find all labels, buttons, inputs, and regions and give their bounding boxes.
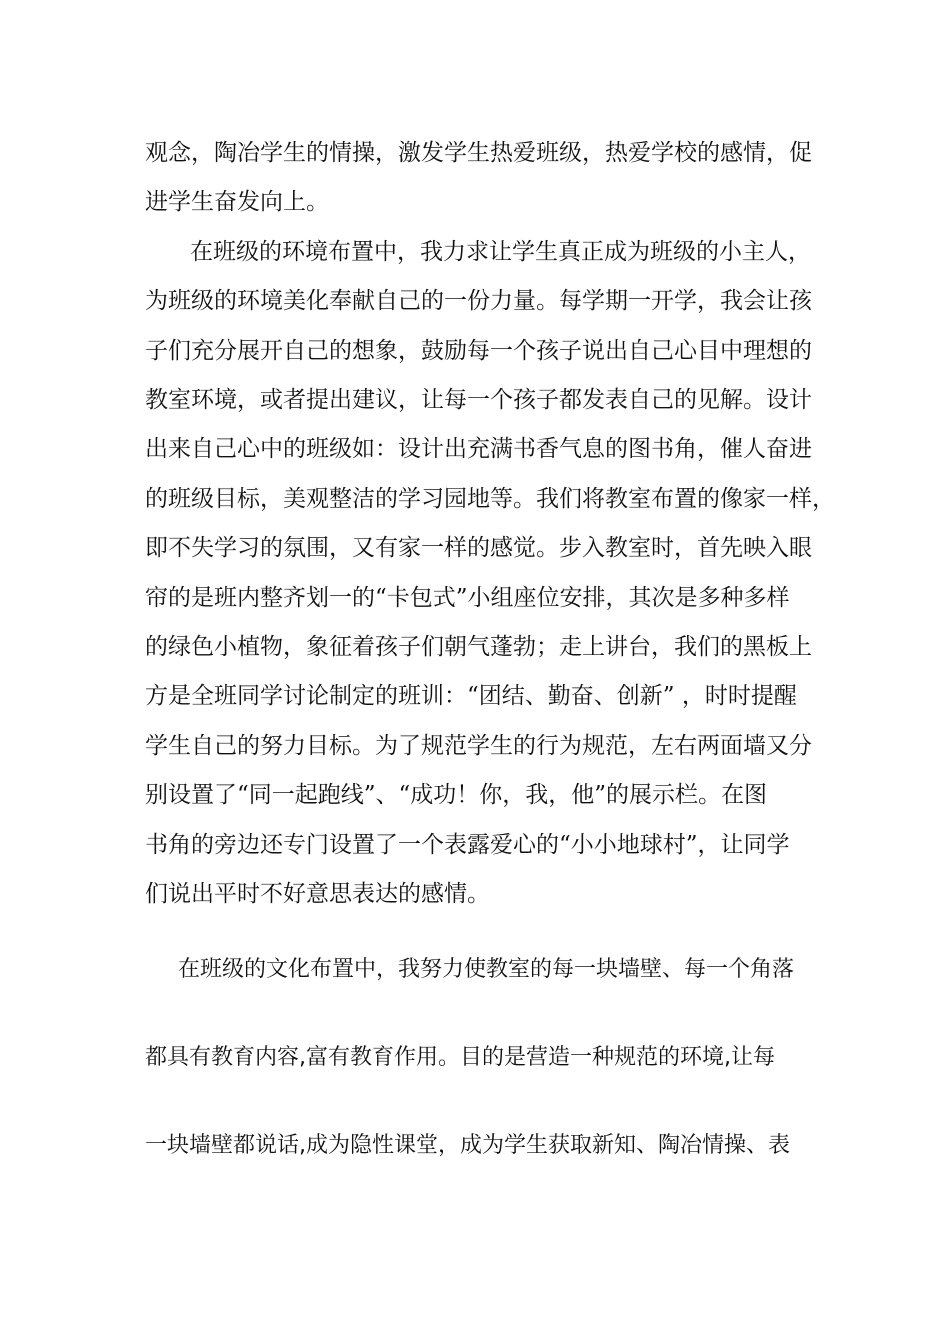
text-line: 为班级的环境美化奉献自己的一份力量。每学期一开学，我会让孩 <box>145 288 812 314</box>
text-line: 学生自己的努力目标。为了规范学生的行为规范，左右两面墙又分 <box>145 733 812 759</box>
text-line: 都具有教育内容,富有教育作用。目的是营造一种规范的环境,让每 <box>145 1045 775 1070</box>
text-line: 帘的是班内整齐划一的“卡包式”小组座位安排，其次是多种多样 <box>145 585 790 611</box>
text-line: 的班级目标，美观整洁的学习园地等。我们将教室布置的像家一样， <box>145 486 835 512</box>
text-line: 方是全班同学讨论制定的班训：“团结、勤奋、创新” ，时时提醒 <box>145 683 797 709</box>
text-line: 子们充分展开自己的想象，鼓励每一个孩子说出自己心目中理想的 <box>145 338 812 364</box>
text-line: 即不失学习的氛围，又有家一样的感觉。步入教室时，首先映入眼 <box>145 535 812 561</box>
text-line: 教室环境，或者提出建议，让每一个孩子都发表自己的见解。设计 <box>145 387 812 413</box>
text-line: 的绿色小植物，象征着孩子们朝气蓬勃；走上讲台，我们的黑板上 <box>145 634 812 660</box>
text-line: 们说出平时不好意思表达的感情。 <box>145 881 490 907</box>
text-line: 别设置了“同一起跑线”、“成功！你，我，他”的展示栏。在图 <box>145 782 768 808</box>
text-line: 一块墙壁都说话,成为隐性课堂，成为学生获取新知、陶冶情操、表 <box>145 1133 790 1158</box>
text-line: 进学生奋发向上。 <box>145 189 329 215</box>
text-line: 观念，陶冶学生的情操，激发学生热爱班级，热爱学校的感情，促 <box>145 140 812 166</box>
text-line: 出来自己心中的班级如：设计出充满书香气息的图书角，催人奋进 <box>145 436 812 462</box>
paragraph-first-line: 在班级的环境布置中，我力求让学生真正成为班级的小主人， <box>190 239 811 265</box>
paragraph-first-line: 在班级的文化布置中，我努力使教室的每一块墙壁、每一个角落 <box>178 957 795 982</box>
text-line: 书角的旁边还专门设置了一个表露爱心的“小小地球村”，让同学 <box>145 832 790 858</box>
